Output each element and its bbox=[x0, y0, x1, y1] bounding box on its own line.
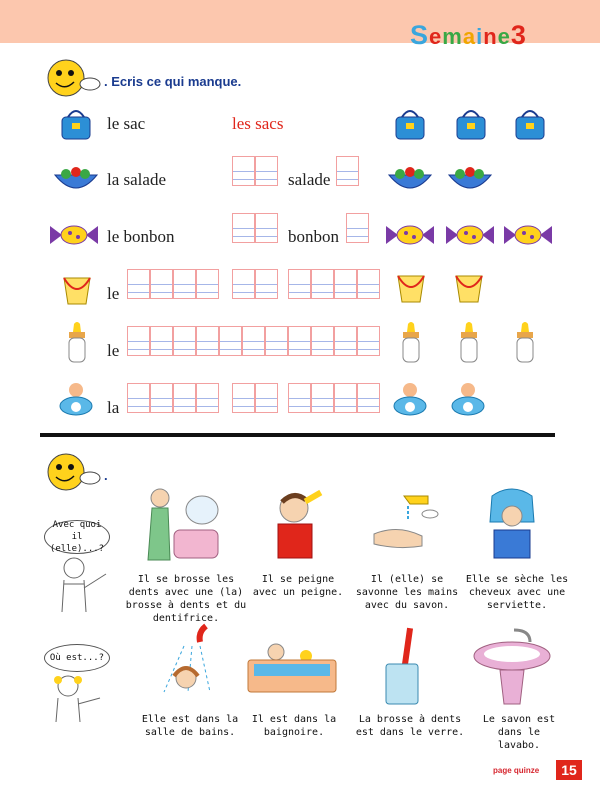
pacifier-icon bbox=[56, 380, 96, 420]
salad-bowl-icon bbox=[446, 165, 494, 195]
handbag-icon bbox=[392, 105, 428, 141]
salad-bowl-icon bbox=[386, 165, 434, 195]
girl-pointing-icon bbox=[46, 672, 112, 724]
word-salade: salade bbox=[288, 170, 331, 189]
answer-boxes[interactable] bbox=[232, 269, 278, 299]
handbag-icon bbox=[58, 105, 94, 141]
toothbrush-in-glass-icon bbox=[380, 626, 424, 708]
candy-icon bbox=[444, 222, 496, 248]
word-bonbon: bonbon bbox=[288, 227, 339, 246]
bucket-icon bbox=[394, 268, 428, 304]
title-letter: n bbox=[483, 24, 498, 49]
candy-icon bbox=[384, 222, 436, 248]
handbag-icon bbox=[453, 105, 489, 141]
word-la-salade: la salade bbox=[107, 170, 166, 189]
boy-combing-hair-icon bbox=[268, 486, 328, 560]
word-le-bonbon: le bonbon bbox=[107, 227, 175, 246]
exercise-instruction: . bbox=[104, 468, 108, 483]
boy-pointing-icon bbox=[54, 554, 120, 614]
speech-bubble: Où est...? bbox=[44, 644, 110, 672]
speech-bubble: Avec quoi il (elle)...? bbox=[44, 520, 110, 554]
plural-suffix: s bbox=[276, 114, 284, 133]
answer-box[interactable] bbox=[346, 213, 369, 243]
answer-boxes[interactable] bbox=[232, 383, 278, 413]
answer-boxes[interactable] bbox=[127, 326, 380, 356]
candy-icon bbox=[48, 222, 100, 248]
title-letter: a bbox=[462, 24, 477, 49]
answer-boxes[interactable] bbox=[288, 269, 380, 299]
word-la: la bbox=[107, 398, 120, 417]
caption-lavabo: Le savon est dans le lavabo. bbox=[482, 714, 556, 751]
title-letter: e bbox=[429, 24, 443, 49]
caption-baignoire: Il est dans la baignoire. bbox=[251, 714, 337, 738]
caption-verre: La brosse à dents est dans le verre. bbox=[355, 714, 465, 738]
answer-boxes[interactable] bbox=[127, 269, 219, 299]
page-label: page quinze bbox=[493, 766, 540, 775]
sink-with-soap-icon bbox=[470, 628, 554, 706]
answer-boxes[interactable] bbox=[232, 156, 278, 186]
answer-boxes[interactable] bbox=[127, 383, 219, 413]
caption-brushing-teeth: Il se brosse les dents avec une (la) brosse à dents et du dentifrice. bbox=[125, 574, 247, 624]
baby-bottle-icon bbox=[398, 322, 424, 364]
baby-bottle-icon bbox=[456, 322, 482, 364]
candy-icon bbox=[502, 222, 554, 248]
title-letter: S bbox=[410, 20, 430, 50]
answer-boxes[interactable] bbox=[232, 213, 278, 243]
girl-drying-hair-icon bbox=[478, 486, 546, 560]
boy-in-bathtub-icon bbox=[244, 640, 340, 696]
title-letter: 3 bbox=[510, 20, 527, 50]
pacifier-icon bbox=[390, 380, 430, 420]
pacifier-icon bbox=[448, 380, 488, 420]
baby-bottle-icon bbox=[64, 322, 90, 364]
hands-washing-icon bbox=[368, 490, 448, 554]
plural-les-sacs bbox=[232, 114, 283, 134]
plural-text: les sac bbox=[232, 114, 277, 133]
smiley-speech-icon bbox=[46, 58, 102, 100]
caption-salle-de-bains: Elle est dans la salle de bains. bbox=[141, 714, 239, 738]
answer-boxes[interactable] bbox=[288, 383, 380, 413]
handbag-icon bbox=[512, 105, 548, 141]
smiley-speech-icon bbox=[46, 452, 102, 494]
baby-bottle-icon bbox=[512, 322, 538, 364]
bucket-icon bbox=[452, 268, 486, 304]
exercise-instruction: . Ecris ce qui manque. bbox=[104, 74, 242, 89]
page-title bbox=[410, 20, 527, 51]
girl-showering-icon bbox=[144, 622, 230, 704]
caption-combing: Il se peigne avec un peigne. bbox=[252, 574, 344, 598]
answer-box[interactable] bbox=[336, 156, 359, 186]
word-le-sac: le sac bbox=[107, 114, 146, 133]
word-le: le bbox=[107, 341, 120, 360]
bucket-icon bbox=[60, 270, 94, 306]
title-letter: m bbox=[442, 24, 463, 49]
caption-drying-hair: Elle se sèche les cheveux avec une serviette. bbox=[465, 574, 569, 611]
boy-brushing-teeth-icon bbox=[140, 480, 220, 570]
page-number: 15 bbox=[556, 760, 582, 780]
word-le: le bbox=[107, 284, 120, 303]
salad-bowl-icon bbox=[52, 165, 100, 195]
title-letter: i bbox=[476, 24, 484, 49]
caption-washing-hands: Il (elle) se savonne les mains avec du savon. bbox=[355, 574, 459, 611]
section-divider bbox=[40, 433, 555, 437]
title-letter: e bbox=[497, 24, 511, 49]
